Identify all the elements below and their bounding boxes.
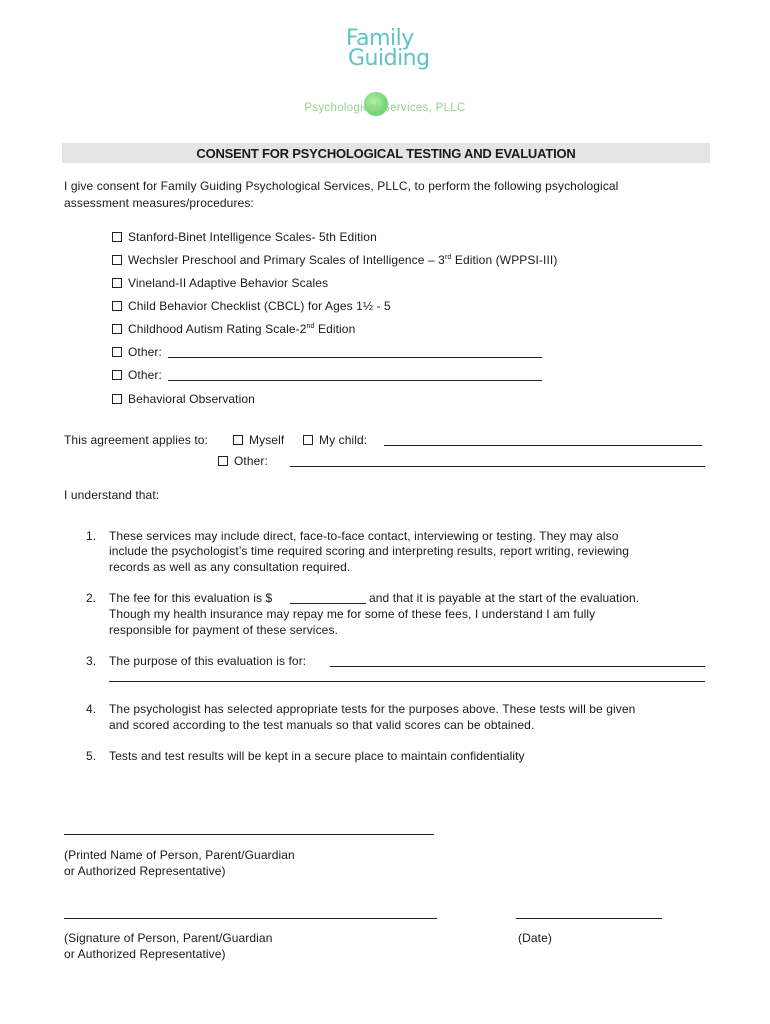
measure-item-other <box>112 368 162 382</box>
checkbox[interactable] <box>112 347 122 357</box>
checkbox[interactable] <box>112 255 122 265</box>
other-blank-line[interactable] <box>290 466 705 467</box>
measure-label: Stanford-Binet Intelligence Scales- 5th Edition <box>128 230 377 244</box>
item-number: 5. <box>86 749 97 763</box>
other-blank-line[interactable] <box>168 357 542 358</box>
measure-label: Childhood Autism Rating Scale-2 <box>128 322 307 336</box>
measure-label: Behavioral Observation <box>128 392 255 406</box>
item-text: and scored according to the test manuals so that valid scores can be obtained. <box>109 718 535 732</box>
logo-word-guiding: Guiding <box>348 46 430 71</box>
checkbox[interactable] <box>112 370 122 380</box>
item-text: Tests and test results will be kept in a secure place to maintain confidentiality <box>109 749 525 763</box>
logo-word-family: Family <box>346 26 414 51</box>
item-number: 1. <box>86 529 97 543</box>
measure-label: Child Behavior Checklist (CBCL) for Ages 1½ - 5 <box>128 299 391 313</box>
item-text: The fee for this evaluation is $ <box>109 591 273 605</box>
checkbox[interactable] <box>218 456 228 466</box>
date-caption: (Date) <box>518 931 552 945</box>
checkbox[interactable] <box>303 435 313 445</box>
signature-caption: or Authorized Representative) <box>64 947 226 961</box>
understand-heading: I understand that: <box>64 488 160 502</box>
company-logo <box>0 22 770 122</box>
measure-item-other <box>112 345 162 359</box>
child-name-blank-line[interactable] <box>384 445 702 446</box>
item-text: The purpose of this evaluation is for: <box>109 654 307 668</box>
item-text: Though my health insurance may repay me for some of these fees, I understand I am fully <box>109 607 596 621</box>
intro-line-2: assessment measures/procedures: <box>64 196 254 210</box>
measure-superscript: nd <box>306 323 315 330</box>
agreement-label: This agreement applies to: <box>64 433 209 447</box>
measure-superscript: rd <box>444 254 452 261</box>
item-text: The psychologist has selected appropriate tests for the purposes above. These tests will be given <box>109 702 636 716</box>
measure-item <box>112 253 557 267</box>
signature-caption: (Signature of Person, Parent/Guardian <box>64 931 273 945</box>
measure-label: Vineland-II Adaptive Behavior Scales <box>128 276 329 290</box>
item-number: 3. <box>86 654 97 668</box>
measure-label: Edition (WPPSI-III) <box>451 253 558 267</box>
agreement-option-myself: Myself <box>233 433 284 447</box>
printed-name-caption: or Authorized Representative) <box>64 864 226 878</box>
item-text: These services may include direct, face-to-face contact, interviewing or testing. They may also <box>109 529 619 543</box>
agreement-option-other: Other: <box>218 454 268 468</box>
measure-item <box>112 230 377 244</box>
item-text: responsible for payment of these services. <box>109 623 338 637</box>
checkbox[interactable] <box>112 394 122 404</box>
other-blank-line[interactable] <box>168 380 542 381</box>
fee-blank-line[interactable] <box>290 603 366 604</box>
agreement-option-child: My child: <box>303 433 367 447</box>
item-text: include the psychologist’s time required scoring and interpreting results, report writing, reviewing <box>109 544 630 558</box>
logo-tagline: Psychological Services, PLLC <box>304 102 466 114</box>
intro-line-1: I give consent for Family Guiding Psychological Services, PLLC, to perform the following psychological <box>64 179 619 193</box>
purpose-blank-line[interactable] <box>330 666 705 667</box>
item-number: 2. <box>86 591 97 605</box>
checkbox[interactable] <box>112 324 122 334</box>
purpose-blank-line[interactable] <box>109 681 705 682</box>
item-text: records as well as any consultation required. <box>109 560 351 574</box>
measure-item <box>112 299 391 313</box>
item-text: and that it is payable at the start of the evaluation. <box>369 591 640 605</box>
checkbox[interactable] <box>112 278 122 288</box>
measure-item <box>112 322 355 336</box>
signature-line[interactable] <box>64 918 437 919</box>
date-line[interactable] <box>516 918 662 919</box>
printed-name-caption: (Printed Name of Person, Parent/Guardian <box>64 848 295 862</box>
checkbox[interactable] <box>233 435 243 445</box>
checkbox[interactable] <box>112 232 122 242</box>
measure-label: Other: <box>128 368 162 382</box>
item-number: 4. <box>86 702 97 716</box>
printed-name-line[interactable] <box>64 834 434 835</box>
measure-label: Other: <box>128 345 162 359</box>
measure-item <box>112 392 255 406</box>
measure-label: Wechsler Preschool and Primary Scales of Intelligence – 3 <box>128 253 445 267</box>
document-title: CONSENT FOR PSYCHOLOGICAL TESTING AND EVALUATION <box>196 146 576 161</box>
measure-item <box>112 276 328 290</box>
checkbox[interactable] <box>112 301 122 311</box>
measure-label: Edition <box>314 322 356 336</box>
